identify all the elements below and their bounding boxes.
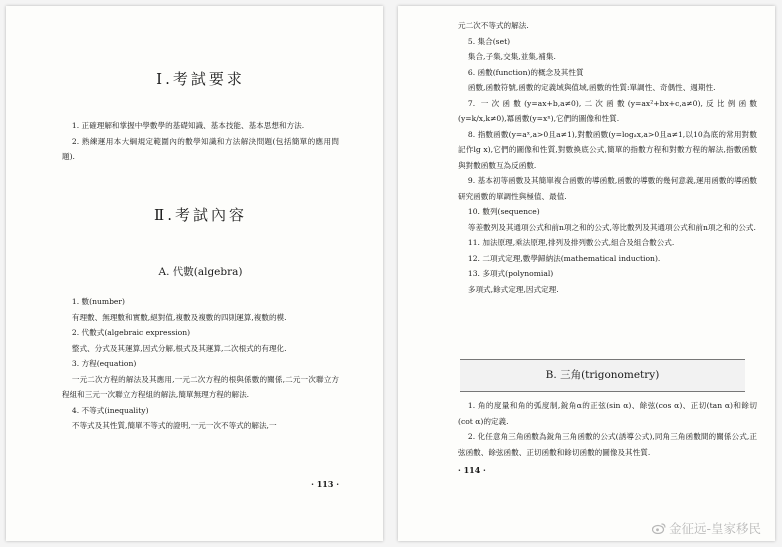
page-number-114: · 114 · [458, 465, 486, 475]
item-6-text: 函數,函數符號,函數的定義域與值域,函數的性質:單調性、奇偶性、週期性. [467, 83, 716, 92]
algebra-items [62, 294, 339, 434]
item-4-title: 4. 不等式(inequality) [71, 405, 149, 415]
item-5-title: 5. 集合(set) [467, 36, 511, 46]
item-12-text: 12. 二項式定理,數學歸納法(mathematical induction). [467, 253, 661, 263]
item-3-text: 一元二次方程的解法及其應用,一元二次方程的根與係數的關係,二元一次聯立方程組和三元一次聯立方程組的解法,簡單無理方程的解法. [62, 374, 339, 399]
watermark [652, 519, 761, 537]
item-9-text: 9. 基本初等函數及其簡單複合函數的導函數,函數的導數的幾何意義,運用函數的導函數研究函數的單調性與極值、最值. [458, 176, 757, 201]
continued-text: 元二次不等式的解法. [458, 21, 529, 30]
watermark-text: 金征远-皇家移民 [668, 521, 761, 536]
item-13-text: 多項式,餘式定理,因式定理. [467, 284, 559, 294]
left-page [6, 6, 383, 541]
item-1-text: 有理數、無理數和實數,絕對值,複數及複數的四則運算,複數的模. [71, 312, 287, 322]
trigonometry-items [458, 398, 757, 460]
requirement-1: 1. 正確理解和掌握中學數學的基礎知識、基本技能、基本思想和方法. [71, 121, 305, 130]
item-10-text: 等差數列及其通項公式和前n項之和的公式,等比數列及其通項公式和前n項之和的公式. [467, 222, 756, 232]
page-number-113: · 113 · [311, 479, 339, 489]
right-page-content [398, 6, 775, 541]
item-8-text: 8. 指數函數(y=aˣ,a>0且a≠1),對數函數(y=logₐx,a>0且a≠1,以10為底的常用對數記作lg x),它們的圖像和性質,對數換底公式,簡單的指數方程和對數方程的解法,指數函數與對數函數互為反函數. [458, 129, 757, 170]
functions-block [458, 18, 757, 297]
item-7-text: 7. 一次函數(y=ax+b,a≠0),二次函數(y=ax²+bx+c,a≠0),反比例函數(y=k/x,k≠0),冪函數(y=xⁿ),它們的圖像和性質. [458, 98, 757, 123]
item-11-text: 11. 加法原理,乘法原理,排列及排列數公式,組合及組合數公式. [467, 238, 675, 247]
heading-exam-requirements: Ⅰ.考試要求 [156, 70, 245, 88]
trig-item-2: 2. 化任意角三角函數為銳角三角函數的公式(誘導公式),同角三角函數間的關係公式,正弦函數、餘弦函數、正切函數和餘切函數的圖像及其性質. [458, 432, 757, 457]
item-3-title: 3. 方程(equation) [71, 359, 137, 368]
heading-exam-content: Ⅱ.考試內容 [154, 206, 247, 224]
item-6-title: 6. 函數(function)的概念及其性質 [467, 67, 584, 77]
item-13-title: 13. 多項式(polynomial) [467, 269, 554, 278]
section-trigonometry-title: B. 三角(trigonometry) [460, 359, 745, 392]
item-1-title: 1. 數(number) [71, 297, 126, 306]
item-2-text: 整式、分式及其運算,因式分解,根式及其運算,二次根式的有理化. [71, 343, 287, 353]
item-5-text: 集合,子集,交集,並集,補集. [467, 52, 556, 61]
requirements-block [62, 118, 339, 165]
left-page-content [6, 6, 383, 541]
right-page [398, 6, 775, 541]
requirement-2: 2. 熟練運用本大綱規定範圍內的數學知識和方法解決問題(包括簡單的應用問題). [62, 136, 339, 161]
item-4-text: 不等式及其性質,簡單不等式的證明,一元一次不等式的解法,一 [71, 421, 277, 430]
item-10-title: 10. 數列(sequence) [467, 207, 540, 216]
item-2-title: 2. 代數式(algebraic expression) [71, 328, 191, 337]
section-algebra-title: A. 代數(algebra) [158, 266, 243, 278]
trig-item-1: 1. 角的度量和角的弧度制,銳角α的正弦(sin α)、餘弦(cos α)、正切(tan α)和餘切(cot α)的定義. [458, 401, 757, 426]
weibo-logo-icon [652, 523, 666, 534]
